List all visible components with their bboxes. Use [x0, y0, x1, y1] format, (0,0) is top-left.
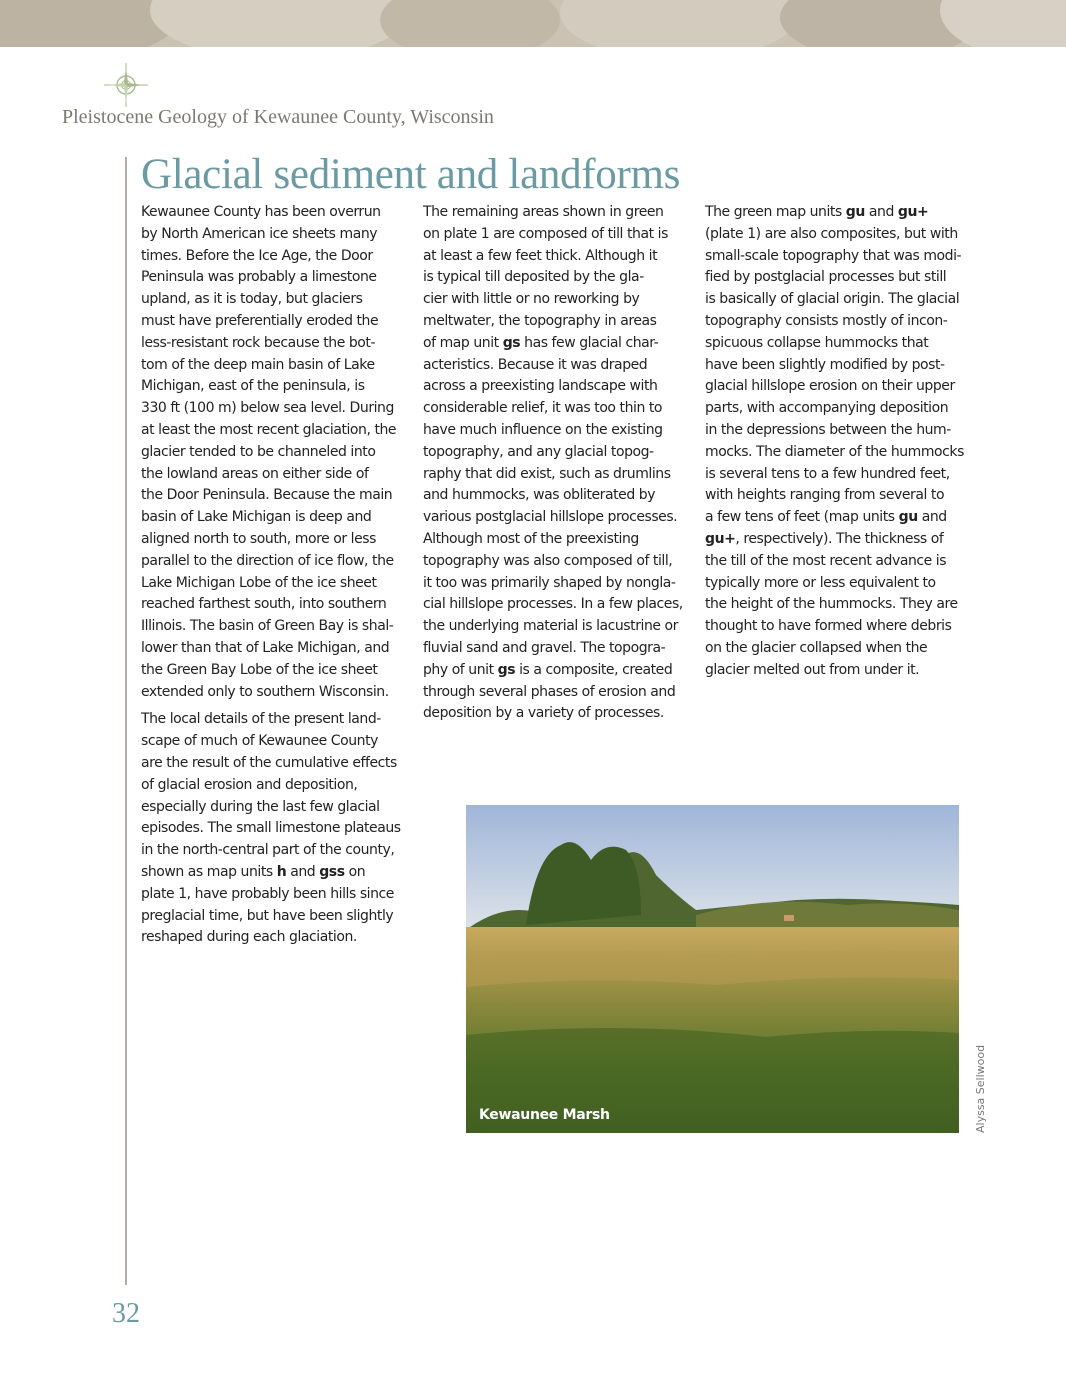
- running-header-title: Pleistocene Geology of Kewaunee County, Wisconsin: [62, 106, 494, 128]
- photo-caption: Kewaunee Marsh: [479, 1107, 610, 1123]
- text-column-1: [141, 202, 411, 955]
- body-paragraph: Kewaunee County has been overrun by North American ice sheets many times. Before the Ice Age, the Door Peninsula was probably a limestone upland, as it is today, but glaciers must have preferentially eroded the less-resistant rock because the bot- tom of the deep main basin of Lake Michigan, east of the peninsula, is 330 ft (100 m) below sea level. During at least the most recent glaciation, the glacier tended to be channeled into the lowland areas on either side of the Door Peninsula. Because the main basin of Lake Michigan is deep and aligned north to south, more or less parallel to the direction of ice flow, the Lake Michigan Lobe of the ice sheet reached farthest south, into southern Illinois. The basin of Green Bay is shal- lower than that of Lake Michigan, and the Green Bay Lobe of the ice sheet extended only to southern Wisconsin.: [141, 204, 397, 700]
- map-unit-code: gu: [898, 509, 918, 526]
- compass-rose-icon: [104, 63, 148, 107]
- map-unit-code: gs: [502, 334, 521, 351]
- map-unit-code: h: [276, 863, 287, 880]
- vertical-rule: [125, 157, 127, 1285]
- kewaunee-marsh-photo: [466, 805, 959, 1133]
- top-decorative-band: [0, 0, 1066, 47]
- text-column-2: [423, 202, 693, 731]
- section-heading: Glacial sediment and landforms: [141, 151, 681, 198]
- body-paragraph: The green map units gu and gu+ (plate 1) are also composites, but with small-scale topography that was modi- fied by postglacial processes but still is basically of glacial origin. The glacial topography consists mostly of incon- spicuous collapse hummocks that have been slightly modified by post- glacial hillslope erosion on their upper parts, with accompanying deposition in the depressions between the hum- mocks. The diameter of the hummocks is several tens to a few hundred feet, with heights ranging from several to a few tens of feet (map units gu and gu+, respectively). The thickness of the till of the most recent advance is typically more or less equivalent to the height of the hummocks. They are thought to have formed where debris on the glacier collapsed when the glacier melted out from under it.: [705, 204, 964, 678]
- body-paragraph: The local details of the present land- scape of much of Kewaunee County are the result of the cumulative effects of glacial erosion and deposition, especially during the last few glacial episodes. The small limestone plateaus in the north-central part of the county, shown as map units h and gss on plate 1, have probably been hills since preglacial time, but have been slightly reshaped during each glaciation.: [141, 711, 401, 946]
- map-unit-code: gss: [319, 863, 345, 880]
- map-unit-code: gu: [845, 204, 865, 220]
- page-number: 32: [112, 1298, 140, 1329]
- map-unit-code: gu+: [897, 204, 929, 220]
- text-column-3: [705, 202, 977, 688]
- map-unit-code: gu+: [705, 530, 736, 547]
- photo-credit: Alyssa Sellwood: [974, 1044, 987, 1133]
- map-unit-code: gs: [497, 661, 516, 678]
- body-paragraph: The remaining areas shown in green on plate 1 are composed of till that is at least a few feet thick. Although it is typical till deposited by the gla- cier with little or no reworking by meltwater, the topography in areas of map unit gs has few glacial char- acteristics. Because it was draped across a preexisting landscape with considerable relief, it was too thin to have much influence on the existing topography, and any glacial topog- raphy that did exist, such as drumlins and hummocks, was obliterated by various postglacial hillslope processes. Although most of the preexisting topography was also composed of till, it too was primarily shaped by nongla- cial hillslope processes. In a few places, the underlying material is lacustrine or fluvial sand and gravel. The topogra- phy of unit gs is a composite, created through several phases of erosion and deposition by a variety of processes.: [423, 204, 683, 722]
